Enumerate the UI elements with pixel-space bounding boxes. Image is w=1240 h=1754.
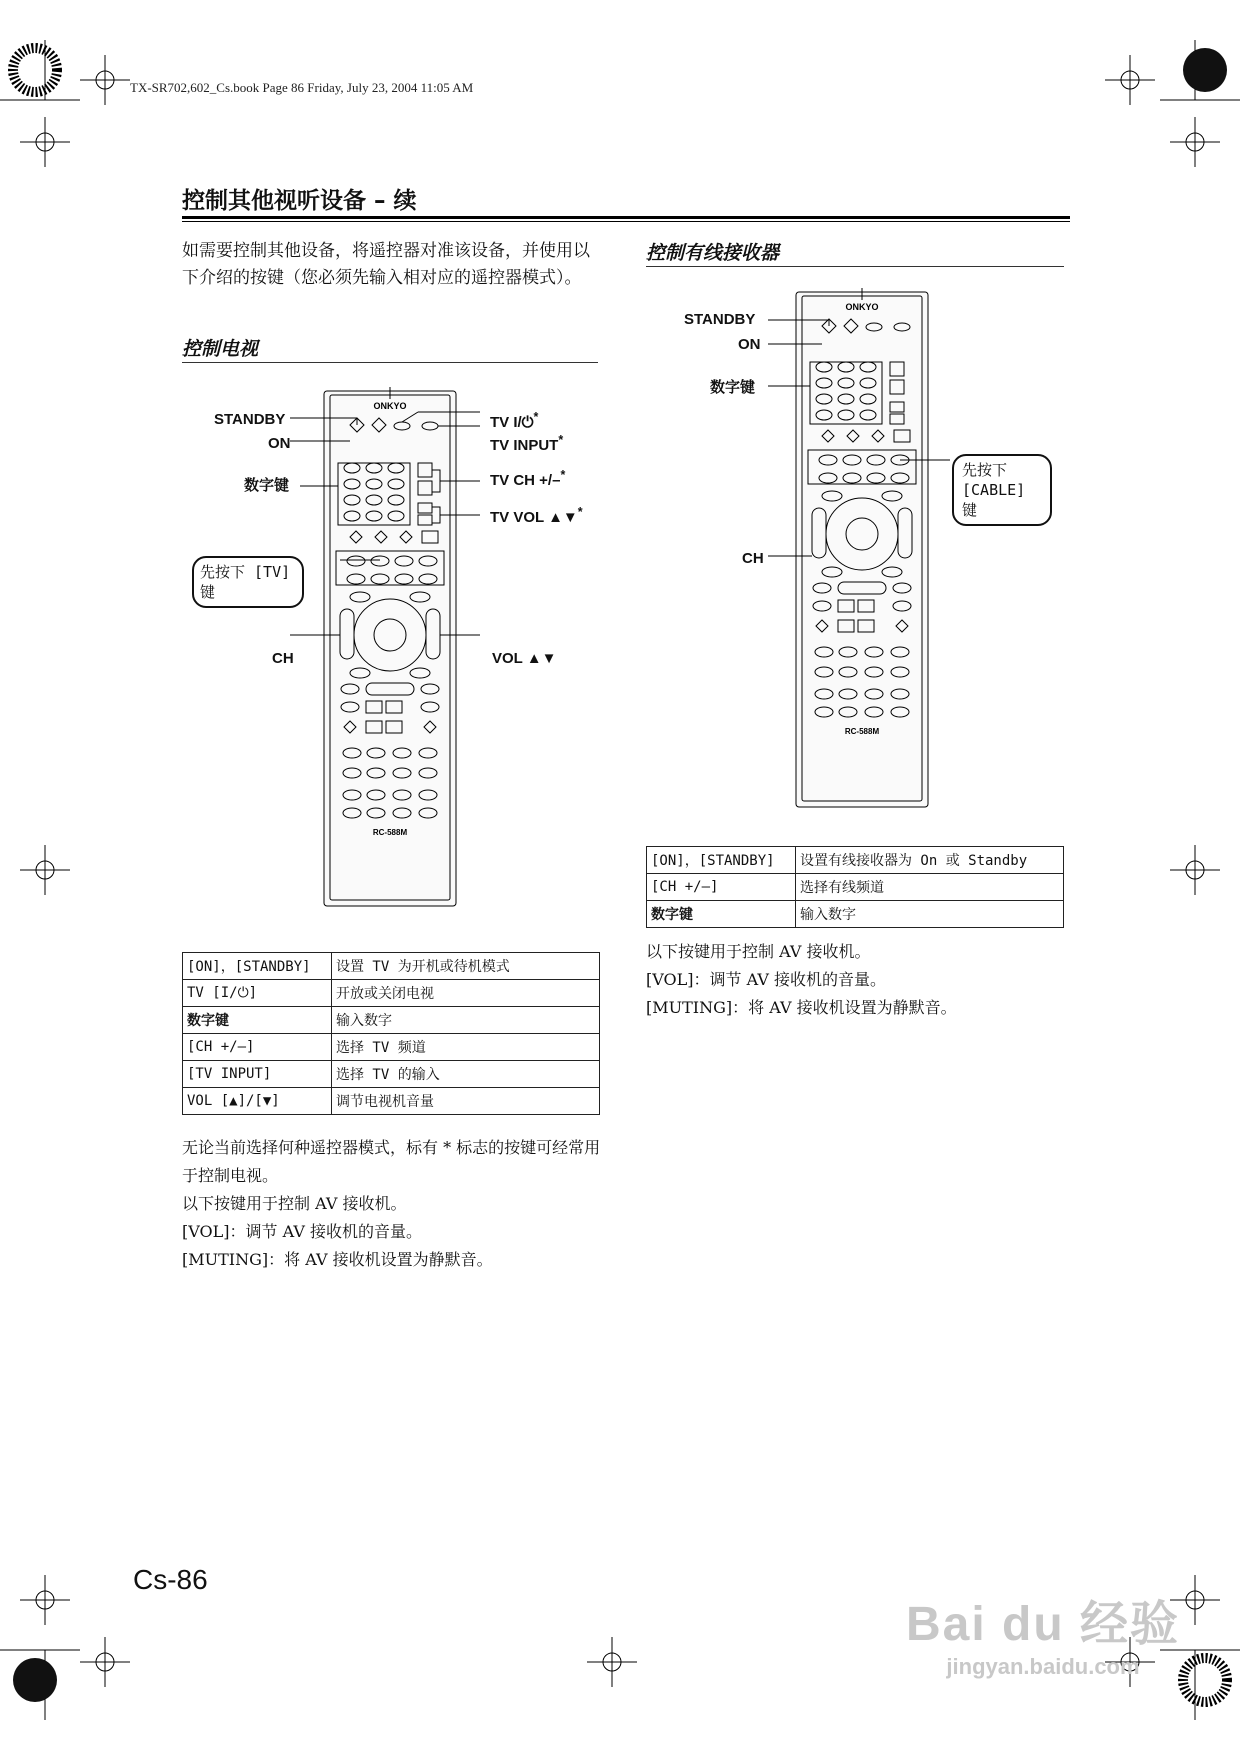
table-row: VOL [▲]/[▼] 调节电视机音量 <box>183 1088 600 1115</box>
watermark-brand: Bai du 经验 <box>905 1598 1180 1651</box>
tv-para-4: [MUTING]：将 AV 接收机设置为静默音。 <box>182 1250 493 1269</box>
title-rule <box>182 216 1070 219</box>
watermark <box>906 1585 1180 1680</box>
table-row: [ON]，[STANDBY] 设置有线接收器为 On 或 Standby <box>647 847 1064 874</box>
callout-tv-vol: TV VOL ▲▼* <box>490 505 583 526</box>
table-row: TV [I/⏻] 开放或关闭电视 <box>183 980 600 1007</box>
table-row: [CH +/–] 选择 TV 频道 <box>183 1034 600 1061</box>
cable-key-table <box>646 846 1064 928</box>
callout-tv-ch: TV CH +/–* <box>490 468 566 489</box>
tv-section-rule <box>182 362 598 363</box>
cable-note-box: 先按下 [CABLE] 键 <box>952 454 1052 526</box>
page-number: Cs-86 <box>133 1564 208 1595</box>
tv-para-1: 无论当前选择何种遥控器模式，标有 * 标志的按键可经常用于控制电视。 <box>182 1138 601 1185</box>
intro-paragraph: 如需要控制其他设备，将遥控器对准该设备，并使用以下介绍的按键（您必须先输入相对应的遥控器模式）。 <box>182 241 590 288</box>
tv-note-box: 先按下 [TV] 键 <box>192 556 304 608</box>
page-title: 控制其他视听设备 – 续 <box>182 188 417 214</box>
model-label: RC-588M <box>372 828 408 837</box>
asterisk: * <box>577 505 583 519</box>
tv-section-heading: 控制电视 <box>182 338 259 360</box>
callout-standby: STANDBY <box>214 411 286 428</box>
print-slug: TX-SR702,602_Cs.book Page 86 Friday, July 23, 2004 11:05 AM <box>130 80 474 95</box>
cable-para-3: [MUTING]：将 AV 接收机设置为静默音。 <box>646 998 957 1017</box>
callout-on: ON <box>268 435 291 452</box>
cable-section-rule <box>646 266 1064 267</box>
tv-remote-figure <box>180 385 600 910</box>
model-label: RC-588M <box>844 727 880 736</box>
tv-para-3: [VOL]：调节 AV 接收机的音量。 <box>182 1222 422 1241</box>
cable-callout-number-keys: 数字键 <box>710 379 756 396</box>
tv-key-table <box>182 952 600 1115</box>
table-row: [TV INPUT] 选择 TV 的输入 <box>183 1061 600 1088</box>
cable-section-heading: 控制有线接收器 <box>646 242 780 264</box>
cable-callout-ch: CH <box>742 550 764 567</box>
callout-vol: VOL ▲▼ <box>492 650 557 667</box>
callout-tv-power: TV I/⏻* <box>490 410 539 431</box>
brand-logo: ONKYO <box>845 302 879 312</box>
cable-callout-standby: STANDBY <box>684 311 756 328</box>
callout-tv-input: TV INPUT* <box>490 433 564 454</box>
tv-para-2: 以下按键用于控制 AV 接收机。 <box>182 1194 407 1213</box>
asterisk: * <box>560 468 566 482</box>
table-row: [CH +/–] 选择有线频道 <box>647 874 1064 901</box>
table-row: [ON]，[STANDBY] 设置 TV 为开机或待机模式 <box>183 953 600 980</box>
cable-para-1: 以下按键用于控制 AV 接收机。 <box>646 942 871 961</box>
table-row: 数字键 输入数字 <box>183 1007 600 1034</box>
brand-logo: ONKYO <box>373 401 407 411</box>
asterisk: * <box>558 433 564 447</box>
cable-para-2: [VOL]：调节 AV 接收机的音量。 <box>646 970 886 989</box>
callout-ch: CH <box>272 650 294 667</box>
asterisk: * <box>533 410 539 424</box>
table-row: 数字键 输入数字 <box>647 901 1064 928</box>
callout-number-keys: 数字键 <box>244 477 290 494</box>
cable-callout-on: ON <box>738 336 761 353</box>
cable-remote-figure <box>690 288 1090 808</box>
title-rule-thin <box>182 221 1070 222</box>
watermark-url: jingyan.baidu.com <box>946 1654 1140 1679</box>
